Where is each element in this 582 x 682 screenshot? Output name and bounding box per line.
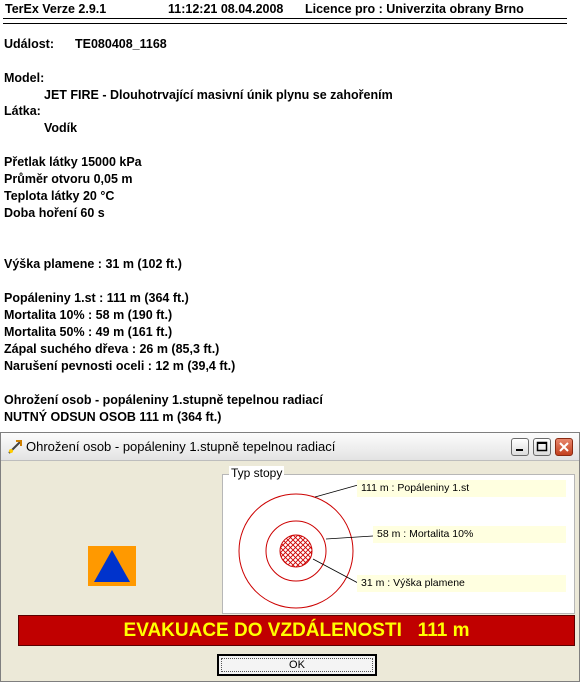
label-mortality-58m: 58 m : Mortalita 10% xyxy=(373,526,566,543)
hole-diameter-line: Průměr otvoru 0,05 m xyxy=(4,172,133,186)
flame-height-line: Výška plamene : 31 m (102 ft.) xyxy=(4,257,182,271)
label-flame-31m: 31 m : Výška plamene xyxy=(357,575,566,592)
threat-line: Ohrožení osob - popáleniny 1.stupně tepelnou radiací xyxy=(4,393,323,407)
leader-111m xyxy=(315,485,358,497)
ok-button[interactable] xyxy=(217,654,377,676)
licence-text: Licence pro : Univerzita obrany Brno xyxy=(305,2,524,16)
dialog-titlebar[interactable] xyxy=(1,433,579,461)
maximize-button[interactable] xyxy=(533,438,551,456)
burn-duration-line: Doba hoření 60 s xyxy=(4,206,105,220)
leader-31m xyxy=(313,559,358,583)
substance-value: Vodík xyxy=(44,121,78,135)
close-button[interactable] xyxy=(555,438,573,456)
app-version: TerEx Verze 2.9.1 xyxy=(5,2,107,16)
leader-58m xyxy=(326,536,373,539)
temperature-line: Teplota látky 20 °C xyxy=(4,189,115,203)
header-separator xyxy=(3,18,567,24)
fire-app-icon xyxy=(7,439,23,455)
dialog-title: Ohrožení osob - popáleniny 1.stupně tepelnou radiací xyxy=(26,439,336,454)
dialog-body xyxy=(4,461,577,678)
minimize-button[interactable] xyxy=(511,438,529,456)
trace-type-panel xyxy=(222,466,575,614)
event-value: TE080408_1168 xyxy=(75,37,167,51)
maximize-icon xyxy=(534,439,550,455)
ok-button-label: OK xyxy=(289,659,305,671)
event-label: Událost: xyxy=(4,37,54,51)
mortality10-line: Mortalita 10% : 58 m (190 ft.) xyxy=(4,308,173,322)
warning-icon xyxy=(88,546,136,586)
pressure-line: Přetlak látky 15000 kPa xyxy=(4,155,142,169)
evacuation-text: EVAKUACE DO VZDÁLENOSTI 111 m xyxy=(123,620,470,641)
focus-rect xyxy=(221,658,373,672)
label-burns-111m: 111 m : Popáleniny 1.st xyxy=(357,480,566,497)
close-icon xyxy=(556,439,572,455)
substance-label: Látka: xyxy=(4,104,41,118)
burns-line: Popáleniny 1.st : 111 m (364 ft.) xyxy=(4,291,189,305)
trace-type-title: Typ stopy xyxy=(231,466,283,480)
report-datetime: 11:12:21 08.04.2008 xyxy=(168,2,284,16)
steel-damage-line: Narušení pevnosti oceli : 12 m (39,4 ft.) xyxy=(4,359,236,373)
model-value: JET FIRE - Dlouhotrvající masivní únik plynu se zahořením xyxy=(44,88,393,102)
minimize-icon xyxy=(512,439,528,455)
model-label: Model: xyxy=(4,71,45,85)
threat-dialog xyxy=(0,432,580,682)
evacuation-required-line: NUTNÝ ODSUN OSOB 111 m (364 ft.) xyxy=(4,410,222,424)
evacuation-banner xyxy=(18,615,575,646)
mortality50-line: Mortalita 50% : 49 m (161 ft.) xyxy=(4,325,173,339)
zone-flame-31m xyxy=(280,535,312,567)
wood-ignition-line: Zápal suchého dřeva : 26 m (85,3 ft.) xyxy=(4,342,220,356)
